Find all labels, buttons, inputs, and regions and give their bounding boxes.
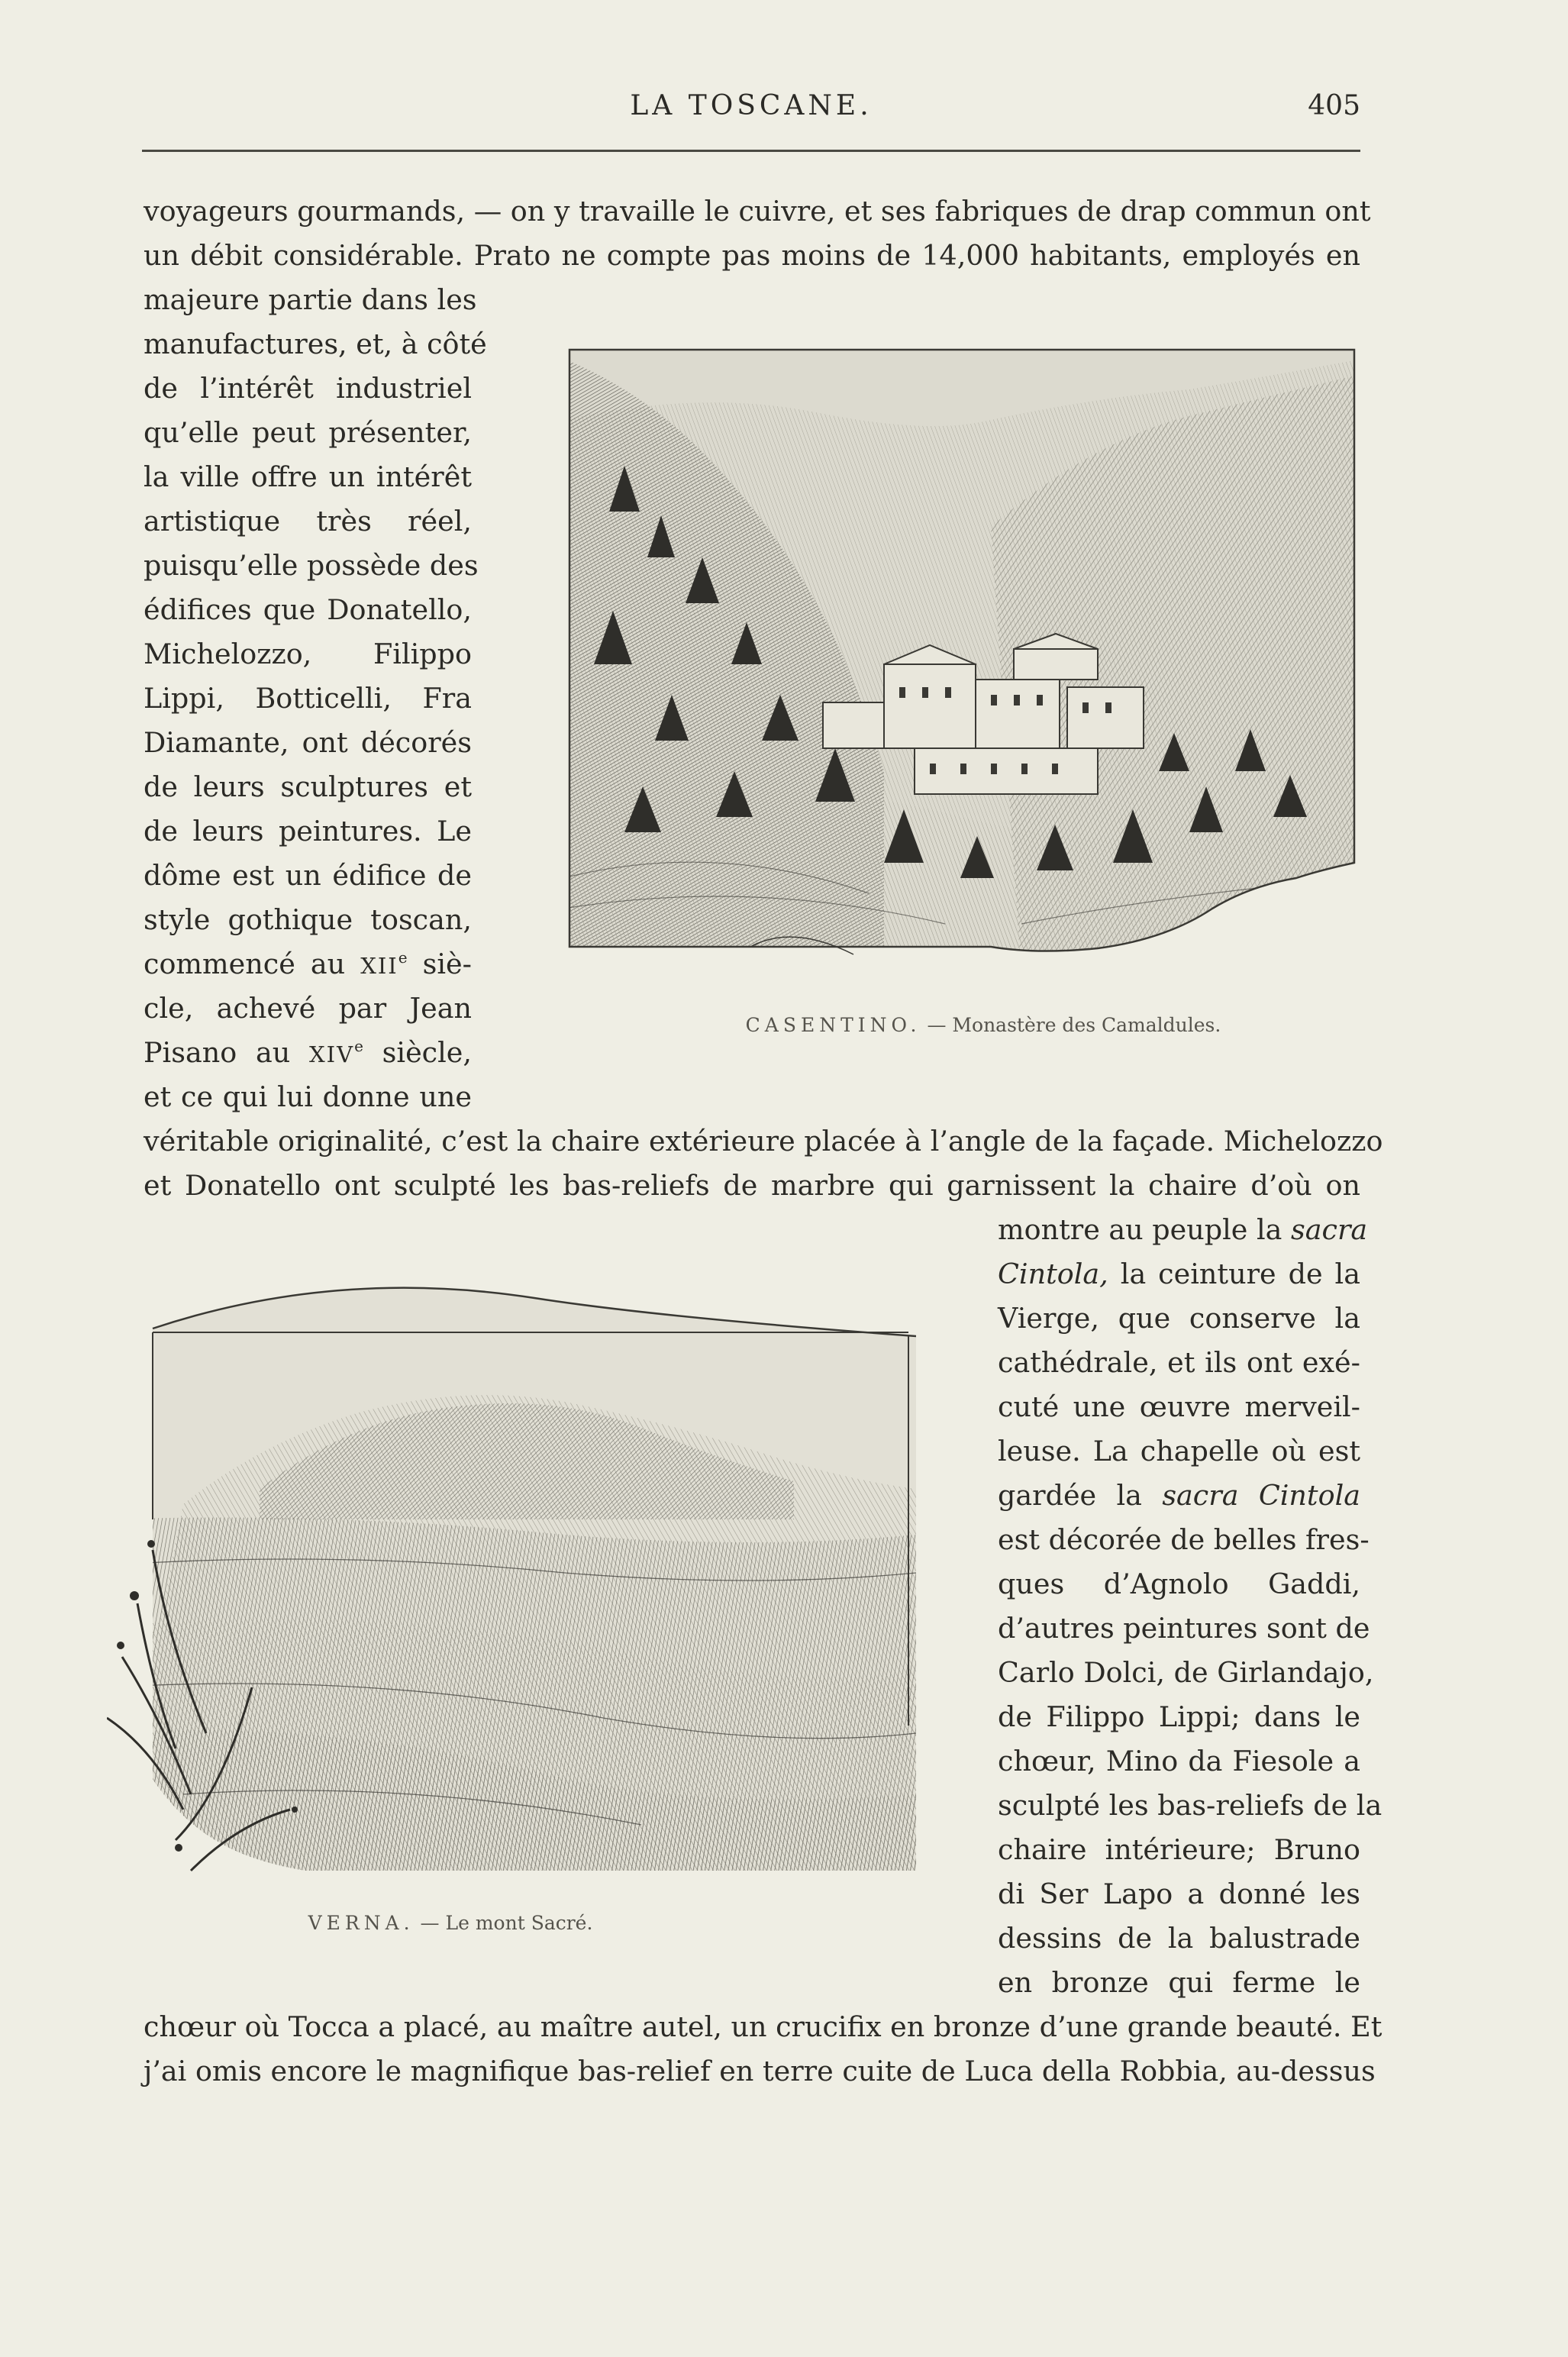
caption-casentino bbox=[716, 1014, 1250, 1036]
text-line: sculpté les bas-reliefs de la bbox=[998, 1789, 1382, 1822]
header-rule bbox=[142, 150, 1360, 152]
text-line: de Filippo Lippi; dans le bbox=[998, 1700, 1360, 1733]
figure-casentino bbox=[563, 344, 1362, 1036]
text-line: est décorée de belles fres- bbox=[998, 1523, 1370, 1556]
text-line: en bronze qui ferme le bbox=[998, 1966, 1360, 1999]
text-line: majeure partie dans les bbox=[144, 283, 477, 316]
text-line: Lippi, Botticelli, Fra bbox=[144, 682, 472, 715]
caption-place: CASENTINO. bbox=[745, 1014, 921, 1036]
text-line: chœur, Mino da Fiesole a bbox=[998, 1745, 1360, 1777]
text-line: chœur où Tocca a placé, au maître autel, un crucifix en bronze d’une grande beauté. Et bbox=[144, 2010, 1382, 2043]
caption-verna bbox=[221, 1912, 679, 1934]
text-line: cathédrale, et ils ont exé- bbox=[998, 1346, 1360, 1379]
text-line: ques d’Agnolo Gaddi, bbox=[998, 1568, 1360, 1600]
text-line: Pisano au XIVe siècle, bbox=[144, 1036, 472, 1069]
engraving-casentino bbox=[563, 344, 1362, 977]
running-title: LA TOSCANE. bbox=[630, 90, 873, 121]
text-line: dôme est un édifice de bbox=[144, 859, 472, 892]
text-line: leuse. La chapelle où est bbox=[998, 1435, 1360, 1467]
text-line: Carlo Dolci, de Girlandajo, bbox=[998, 1656, 1374, 1689]
page-number: 405 bbox=[1308, 90, 1360, 121]
text-line: d’autres peintures sont de bbox=[998, 1612, 1370, 1645]
text-line: voyageurs gourmands, — on y travaille le cuivre, et ses fabriques de drap commun ont bbox=[144, 195, 1371, 228]
text-line: di Ser Lapo a donné les bbox=[998, 1878, 1360, 1910]
text-line: Michelozzo, Filippo bbox=[144, 638, 472, 670]
text-line: artistique très réel, bbox=[144, 505, 472, 538]
text-line: chaire intérieure; Bruno bbox=[998, 1833, 1360, 1866]
text-line: de leurs peintures. Le bbox=[144, 815, 472, 848]
text-line: gardée la sacra Cintola bbox=[998, 1479, 1361, 1512]
text-line: un débit considérable. Prato ne compte pas moins de 14,000 habitants, employés en bbox=[144, 239, 1360, 272]
text-line: puisqu’elle possède des bbox=[144, 549, 479, 582]
text-line: Cintola, la ceinture de la bbox=[998, 1258, 1360, 1290]
text-line: de l’intérêt industriel bbox=[144, 372, 472, 405]
engraving-verna bbox=[107, 1260, 916, 1886]
text-line: montre au peuple la sacra bbox=[998, 1213, 1368, 1246]
text-line: et Donatello ont sculpté les bas-reliefs de marbre qui garnissent la chaire d’où on bbox=[144, 1169, 1360, 1202]
text-line: j’ai omis encore le magnifique bas-relief en terre cuite de Luca della Robbia, au-dessus bbox=[144, 2055, 1376, 2087]
text-line: commencé au XIIe siè- bbox=[144, 948, 472, 980]
caption-text: — Le mont Sacré. bbox=[420, 1912, 593, 1934]
caption-place: VERNA. bbox=[308, 1912, 415, 1934]
text-line: Vierge, que conserve la bbox=[998, 1302, 1360, 1335]
text-line: Diamante, ont décorés bbox=[144, 726, 472, 759]
text-line: dessins de la balustrade bbox=[998, 1922, 1360, 1955]
text-line: cuté une œuvre merveil- bbox=[998, 1390, 1360, 1423]
text-line: édifices que Donatello, bbox=[144, 593, 472, 626]
text-line: style gothique toscan, bbox=[144, 903, 472, 936]
text-line: véritable originalité, c’est la chaire extérieure placée à l’angle de la façade. Michelozzo bbox=[144, 1125, 1383, 1158]
text-line: et ce qui lui donne une bbox=[144, 1080, 472, 1113]
text-line: qu’elle peut présenter, bbox=[144, 416, 472, 449]
caption-text: — Monastère des Camaldules. bbox=[927, 1014, 1221, 1036]
text-line: la ville offre un intérêt bbox=[144, 460, 472, 493]
page-header bbox=[142, 90, 1360, 136]
figure-verna bbox=[107, 1260, 916, 1978]
text-line: de leurs sculptures et bbox=[144, 770, 472, 803]
text-line: cle, achevé par Jean bbox=[144, 992, 472, 1025]
text-line: manufactures, et, à côté bbox=[144, 328, 487, 360]
